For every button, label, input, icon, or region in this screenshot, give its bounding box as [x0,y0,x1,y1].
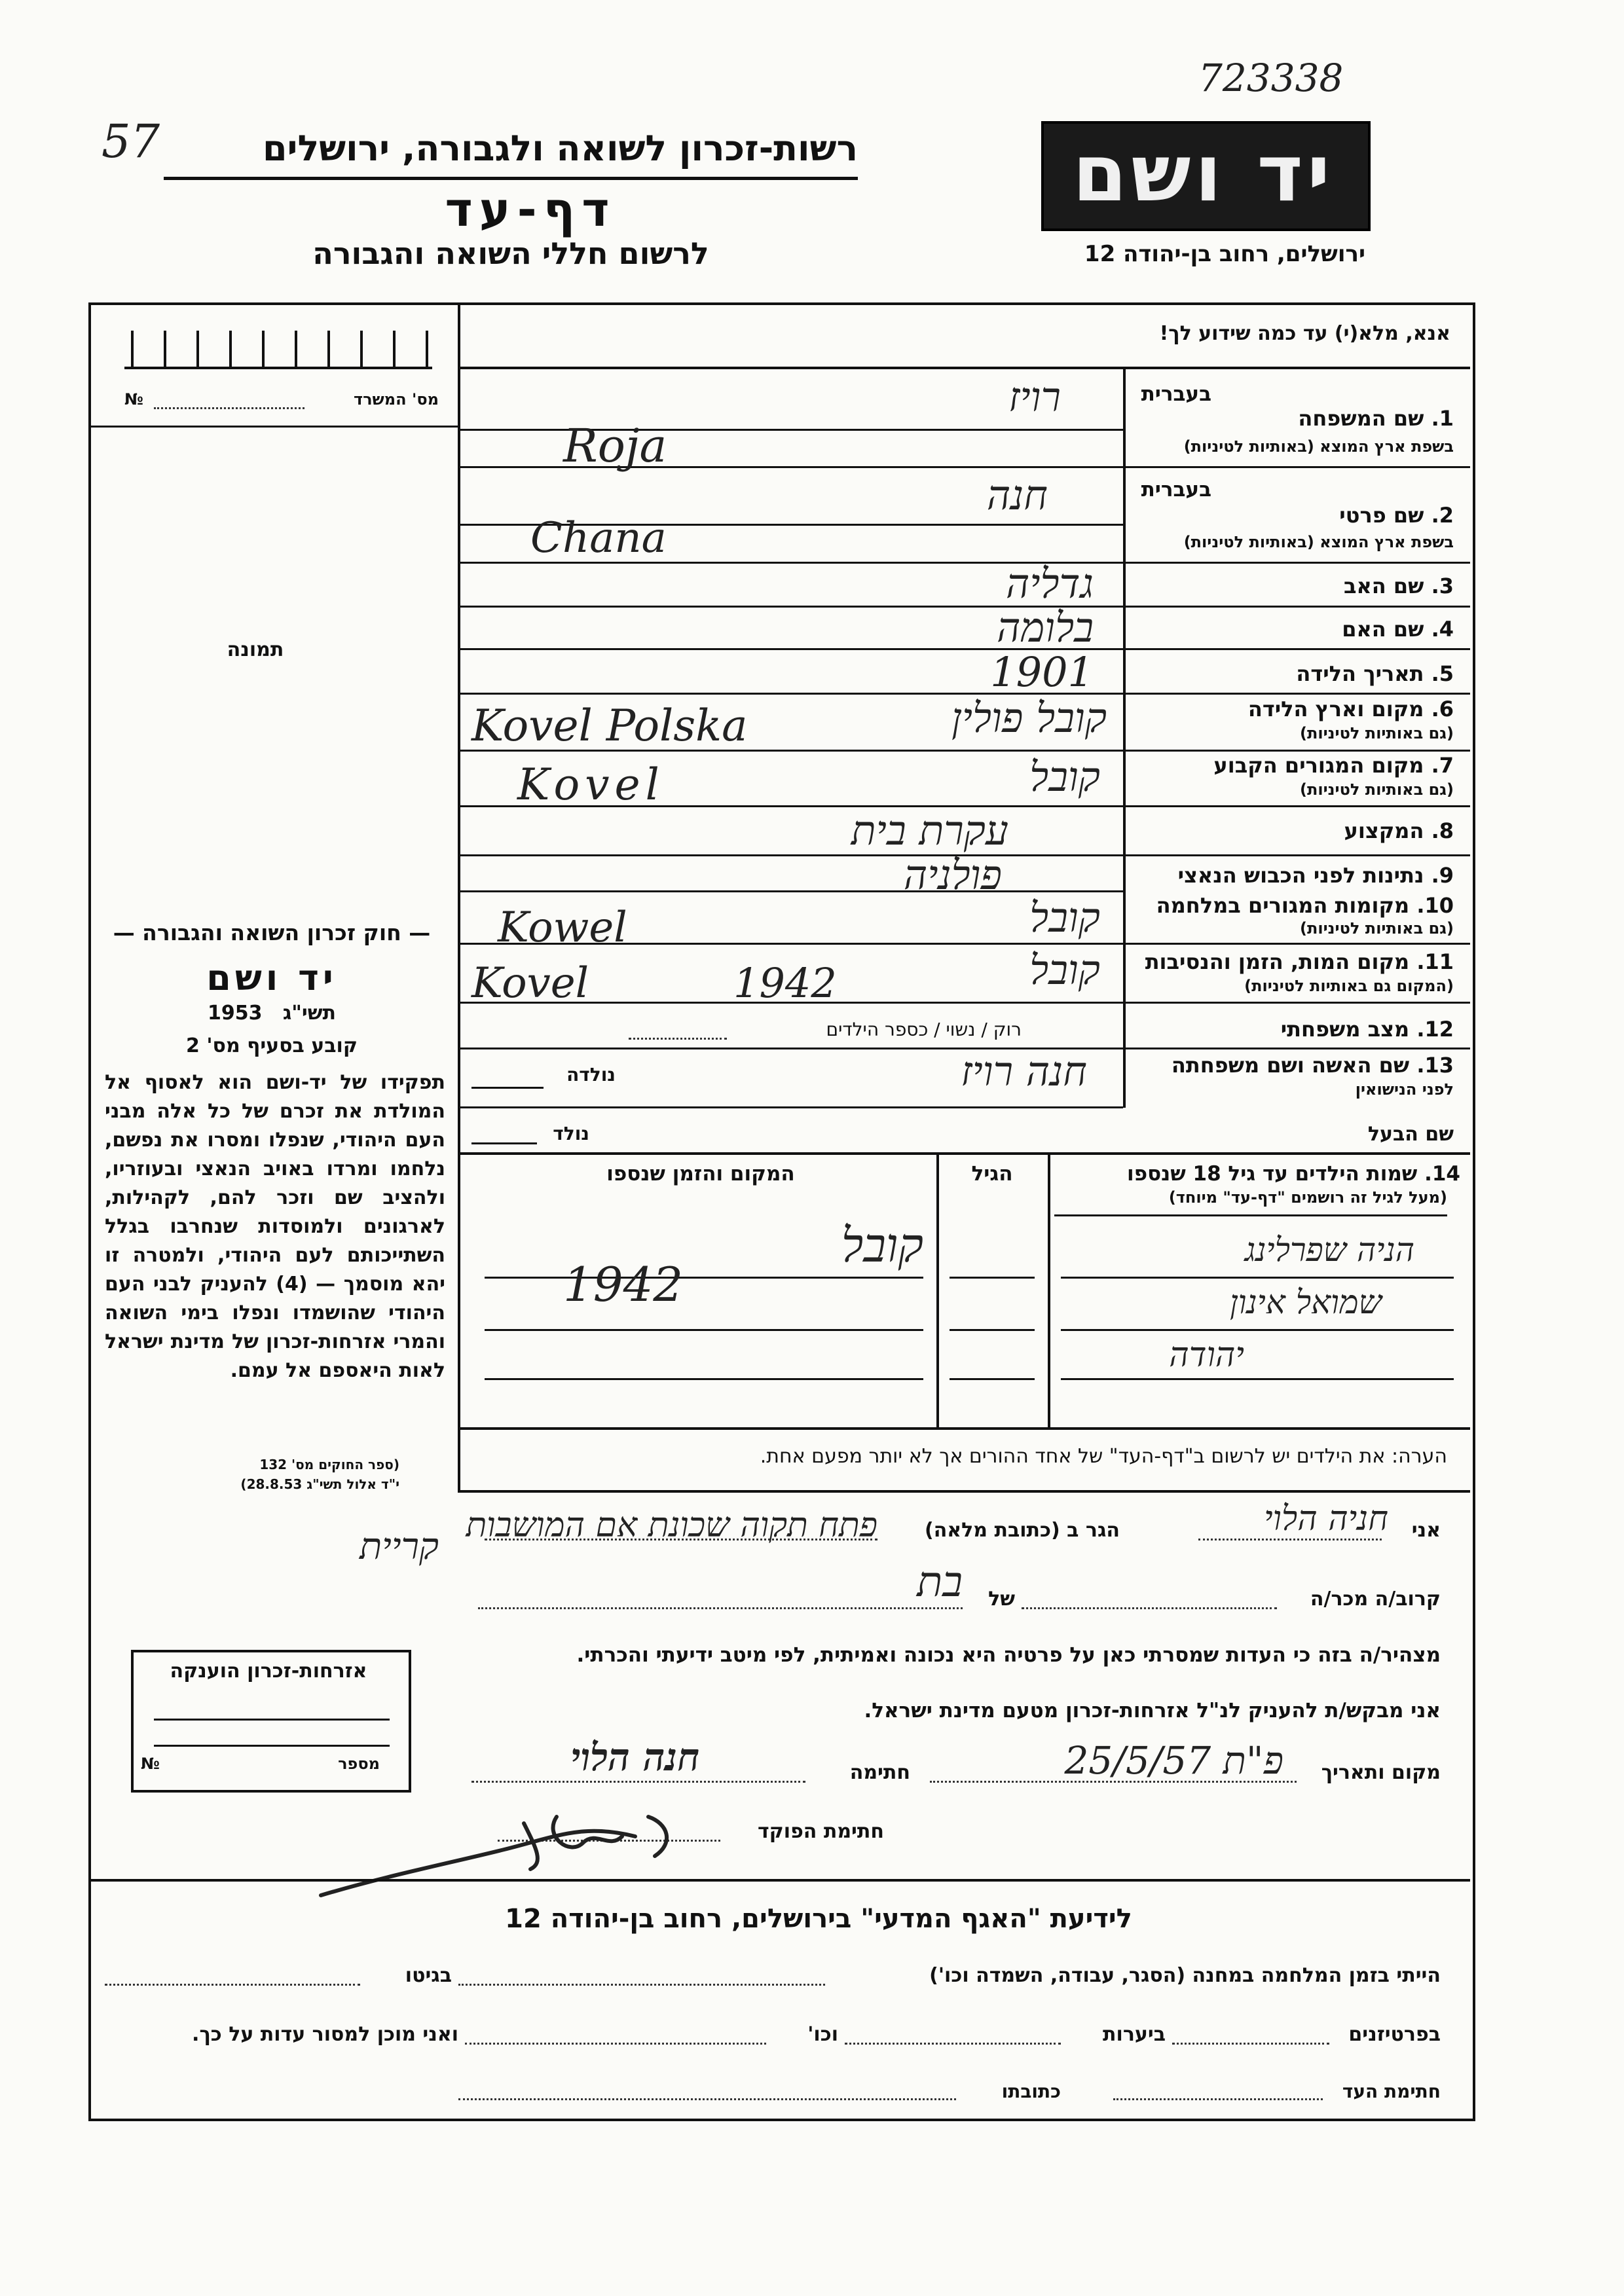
f13-born2-label: נולד [553,1123,589,1144]
children-note: הערה: את הילדים יש לרשום ב"דף-העד" של אחד ההורים אך לא יותר מפעם אחת. [760,1445,1447,1468]
law-clause: קובע בסעיף מס' 2 [186,1034,358,1057]
children-label: 14. שמות הילדים עד גיל 18 שנספו [1127,1162,1460,1186]
f7-label: 7. מקום המגורים הקבוע [1213,753,1454,778]
f8-label: 8. המקצוע [1344,818,1454,843]
photo-label: תמונה [227,638,284,661]
f13-born2-line [471,1142,537,1144]
f10-sub: (גם באותיות לטיניות) [1300,919,1454,938]
f1-heb-tag: בעברית [1141,382,1211,406]
intro-rule [458,367,1470,369]
f13-label: 13. שם האשה ושם משפחתה [1171,1053,1454,1078]
f2-heb-tag: בעברית [1141,478,1211,501]
form-title: דף-עד [445,182,616,237]
place-date-label: מקום ותאריך [1321,1761,1441,1784]
f11-year-value: 1942 [733,959,837,1007]
children-place-value: קובל [841,1218,923,1273]
official-signature-scrawl [308,1797,727,1915]
f13-husband-label: שם הבעל [1367,1123,1454,1146]
law-ref-2: י"ד אלול תשי"ג 28.8.53) [240,1476,399,1492]
children-bottom-rule [458,1427,1470,1430]
f10-label: 10. מקומות המגורים במלחמה [1156,893,1454,918]
declarant-resides-label: הגר ב (כתובת מלאה) [924,1519,1120,1542]
f6-sub: (גם באותיות לטיניות) [1300,724,1454,742]
f13-born-line [471,1087,544,1089]
f6-label: 6. מקום וארץ הלידה [1247,697,1454,721]
f12-options: רוק / נשוי / כספר הילדים [826,1019,1022,1040]
f10-latin-value: Kowel [498,903,627,952]
f13-sub: לפני הנישואין [1355,1080,1454,1099]
authority-line: רשות-זכרון לשואה ולגבורה, ירושלים [262,128,858,169]
declarant-address-cont: קריית [360,1525,439,1568]
official-signature-label: חתימת הפוקד [758,1820,884,1843]
bottom-notice: לידיעת "האגף המדעי" בירושלים, רחוב בן-יהודה 12 [505,1904,1132,1934]
f2-label: 2. שם פרטי [1339,503,1454,528]
registration-no-sign: № [124,390,143,409]
f6-heb-value: קובל פולין [951,694,1107,742]
f2-heb-value: חנה [986,471,1048,519]
f12-label: 12. מצב משפחתי [1280,1017,1454,1042]
f1-label: 1. שם המשפחה [1298,406,1454,431]
bottom-line3-mid: כתובתו [1001,2081,1061,2102]
f1-latin-value: Roja [563,419,667,473]
bottom-line2-dots-1 [1172,2043,1329,2045]
registration-label: מס' המשרד [354,390,439,409]
citizenship-line-1 [154,1719,390,1721]
bottom-line2-dots-3 [465,2043,766,2045]
label-column-separator [1123,369,1126,1108]
relation-line-1 [1022,1607,1277,1609]
signature-label: חתימה [849,1761,910,1784]
declarant-relation-value: בת [917,1558,963,1607]
child-name-1: הניה שפרלינג [1244,1231,1414,1269]
f2-latin-value: Chana [530,514,667,562]
citizenship-box-no-sign: № [141,1755,160,1773]
bottom-line1-end-dots [105,1984,360,1986]
form-subtitle: לרשום חללי השואה והגבורה [312,236,709,271]
law-title: — חוק זכרון השואה והגבורה — [113,920,431,945]
law-text: תפקידו של יד-ושם הוא לאסוף אל המולדת את זכרם של כל אלה מבני העם היהודי, שנפלו ומסרו את נפשם, נלחמו ומרדו באויב הנאצי ובעוזריו, ולהציב שם וזכר להם, לקהילות, לארגונים ולמוסדות שנחרבו בגלל השתייכותם לעם היהודי, ולמטרה זו יהא מוסמך — (4) להעניק לבני העם היהודי שהושמדו ונפלו בימי השואה והמרי אזרחות-זכרון של מדינת ישראל לאות היאספם אל עמם. [105,1071,446,1382]
bottom-line2-dots-2 [845,2043,1061,2045]
f13-wife-value: חנה רויז [961,1048,1087,1095]
children-age-header: הגיל [971,1162,1013,1186]
place-date-value: פ"ת 25/5/57 [1064,1738,1283,1783]
f7-sub: (גם באותיות לטיניות) [1300,780,1454,799]
citizenship-box-title: אזרחות-זכרון הוענקה [170,1660,367,1683]
bottom-line2-end: ואני מוכן למסור עדות על כך. [192,2023,458,2046]
children-sub: (מעל לגיל זה רושמים "דף-עד" מיוחד) [1168,1188,1447,1207]
f8-value: עקרת בית [851,807,1008,854]
f11-sub: (המקום גם באותיות לטיניות) [1244,977,1454,995]
note-rule [458,1490,1470,1493]
f6-latin-value: Kovel Polska [471,701,748,751]
declarant-signature: חנה הלוי [570,1735,700,1779]
law-year-he: תשי"ג [282,1002,336,1025]
bottom-line1-dots [458,1984,825,1986]
bottom-section-rule [88,1879,1470,1882]
f9-value: פולניה [903,851,1002,899]
f1-sub: בשפת ארץ המוצא (באותיות לטיניות) [1183,437,1454,456]
tick-baseline [124,367,432,369]
children-year-value: 1942 [563,1257,684,1312]
f11-label: 11. מקום המות, הזמן והנסיבות [1145,949,1454,974]
f10-heb-value: קובל [1029,894,1100,941]
bottom-line2-mid1: ביערות [1103,2023,1166,2046]
f4-label: 4. שם האם [1342,617,1454,642]
f13-rule [458,1152,1470,1155]
children-place-header: המקום והזמן שנספו [606,1162,795,1186]
declarant-address-value: פתח תקוה שכונת אם המושבות [466,1506,877,1545]
declarant-of-label: של [988,1588,1015,1611]
declarant-name-line [1198,1539,1382,1540]
bottom-line2-start: בפרטיזנים [1348,2023,1441,2046]
citizenship-line-2 [154,1745,390,1747]
f13-born-label: נולדה [566,1064,616,1085]
law-name: יד ושם [206,957,337,998]
f5-label: 5. תאריך הלידה [1296,661,1454,686]
f2-sub: בשפת ארץ המוצא (באותיות לטיניות) [1183,533,1454,551]
f3-label: 3. שם האב [1343,574,1454,598]
bottom-line3-dots-1 [1113,2098,1323,2100]
f9-label: 9. נתינות לפני הכבוש הנאצי [1177,863,1454,888]
f12-line [629,1038,727,1040]
corner-number: 57 [101,115,160,168]
intro-line: אנא, מלא(י) עד כמה שידוע לך! [1159,322,1450,345]
declarant-i-label: אני [1411,1519,1441,1542]
header-rule [164,177,858,180]
f11-heb-value: קובל [1029,946,1100,994]
law-year-row [108,1002,435,1025]
header-address: ירושלים, רחוב בן-יהודה 12 [1084,241,1365,267]
request-text: אני מבקש/ת להעניק לנ"ל אזרחות-זכרון מטעם מדינת ישראל. [864,1699,1441,1722]
relation-line-2 [478,1607,963,1609]
bottom-line1-end: בגיטו [405,1964,452,1987]
children-col-sep-1 [936,1152,939,1427]
law-ref-1: (ספר החוקים מס' 132 [259,1457,399,1472]
registration-rule [91,426,458,428]
signature-line [471,1781,805,1783]
child-name-3: יהודה [1169,1336,1244,1375]
declarant-relation-label: קרוב/ה מכר/ה [1310,1588,1441,1611]
f5-value: 1901 [990,648,1094,696]
f1-heb-value: רויז [1008,373,1061,421]
logo-text: יד ושם [1072,128,1335,219]
citizenship-box-number: מספר [338,1755,380,1773]
f7-latin-value: Kovel [517,759,665,810]
child-name-2: שמואל אינון [1229,1283,1382,1321]
bottom-line3-start: חתימת העד [1342,2081,1441,2102]
declaration-text: מצהיר/ה בזה כי העדות שמסרתי כאן על פרטיה היא נכונה ואמיתית, לפי מיטב ידיעתי והכרתי. [576,1643,1441,1667]
f11-latin-value: Kovel [471,959,589,1008]
f7-heb-value: קובל [1029,753,1100,801]
bottom-line3-dots-2 [458,2098,956,2100]
f3-value: גדליה [1005,560,1094,608]
f4-value: בלומה [997,604,1094,651]
bottom-line2-mid2: וכו' [807,2023,838,2046]
archive-number: 723338 [1198,56,1344,100]
children-col-sep-2 [1048,1152,1050,1427]
registration-line [154,407,304,409]
declarant-name-value: חניה הלוי [1263,1499,1388,1539]
bottom-line1: הייתי בזמן המלחמה במחנה (הסגר, עבודה, השמדה וכו') [929,1964,1441,1987]
law-year: 1953 [208,1002,263,1025]
